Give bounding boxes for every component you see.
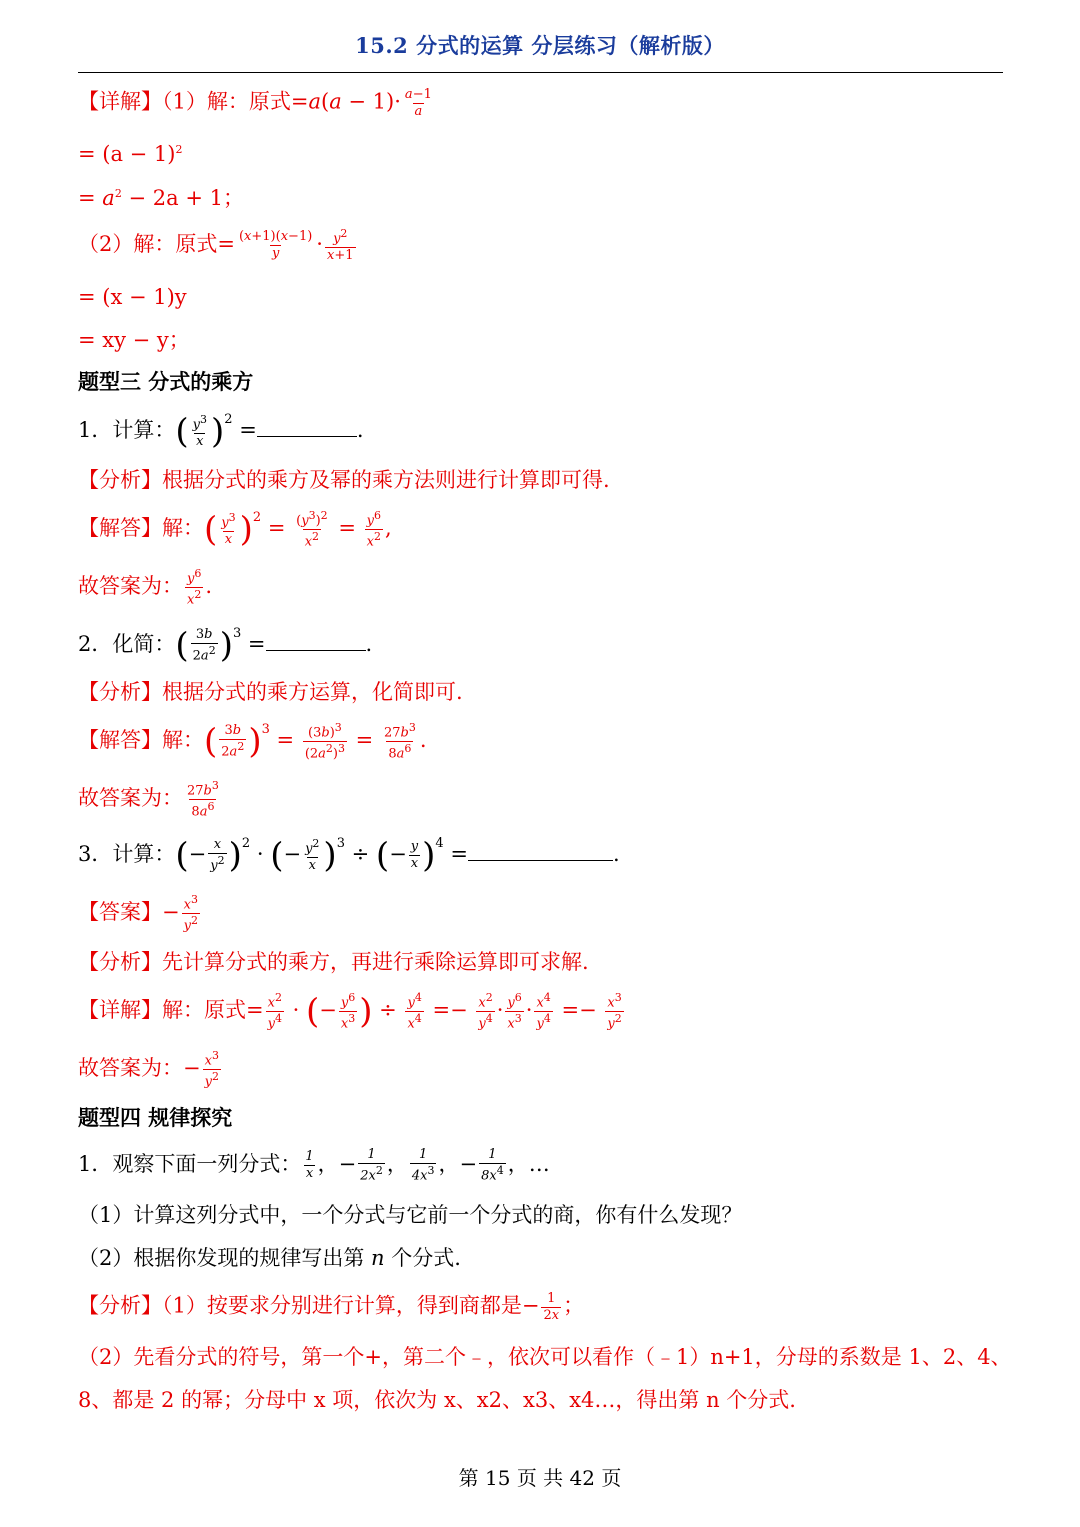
- pattern-question: 1．观察下面一列分式： $\frac{1}{x}$ ，− $\frac{1}{2x^2}$ ， $\frac{1}{4x^3}$ ，− $\frac{1}{8x^4}$ ，…: [78, 1147, 550, 1183]
- section-title: 题型四 规律探究: [78, 1105, 233, 1130]
- pattern-analysis-3: 8、都是 2 的幂；分母中 x 项，依次为 x、x2、x3、x4…，得出第 n 个分式.: [78, 1388, 796, 1412]
- question-1: 1．计算：( $\frac{y^3}{x}$ )$^2$ = .: [78, 411, 364, 452]
- answer-2: 【解答】解：( $\frac{3b}{2a^2}$ )$^3$ = $\frac{(3b)^3}{(2a^2)^3}$ = $\frac{27b^3}{8a^6}$ .: [78, 721, 427, 762]
- step-line: = (x − 1)y: [78, 285, 187, 309]
- detail-3: 【详解】解：原式= $\frac{x^2}{y^4}$ · (− $\frac{y^6}{x^3}$ ) ÷ $\frac{y^4}{x^4}$ =− $\frac{x^2}{y^4}$ · $\frac{y^6}{x^3}$ · $\frac{x^4}{y^4}$ =− $\frac{x^3}{y^2}$: [78, 991, 622, 1032]
- header-divider: [78, 72, 1003, 73]
- answer-3: 【答案】− $\frac{x^3}{y^2}$: [78, 893, 198, 934]
- detail-part1: 【详解】（1）解：原式=a(a − 1)· $\frac{a-1}{a}$: [78, 87, 432, 119]
- detail-tag: 【详解】: [78, 89, 162, 114]
- step-line: = $a^2 - 2a + 1$；: [78, 186, 244, 210]
- answer-1: 【解答】解：( $\frac{y^3}{x}$ )$^2$ = $\frac{(y^3)^2}{x^2}$ = $\frac{y^6}{x^2}$ ,: [78, 509, 392, 550]
- detail-text: （1）解：原式=: [162, 89, 309, 114]
- pattern-sub1: （1）计算这列分式中，一个分式与它前一个分式的商，你有什么发现？: [78, 1203, 743, 1227]
- page-header-title: 15.2 分式的运算 分层练习（解析版）: [355, 33, 725, 58]
- step-line: = $(a - 1)^2$: [78, 142, 183, 166]
- question-2: 2．化简：( $\frac{3b}{2a^2}$ )$^3$ = .: [78, 625, 373, 666]
- pattern-analysis-2: （2）先看分式的符号，第一个+，第二个﹣，依次可以看作（﹣1）n+1，分母的系数是 1、2、4、: [78, 1345, 1012, 1369]
- analysis-1: 【分析】根据分式的乘方及幂的乘方法则进行计算即可得.: [78, 468, 610, 492]
- analysis-3: 【分析】先计算分式的乘方，再进行乘除运算即可求解.: [78, 950, 589, 974]
- analysis-2: 【分析】根据分式的乘方运算，化简即可.: [78, 680, 463, 704]
- pattern-sub2: （2）根据你发现的规律写出第 n 个分式.: [78, 1246, 461, 1270]
- detail-part2: （2）解：原式= $\frac{(x+1)(x-1)}{y}$ · $\frac{y^2}{x+1}$: [78, 227, 354, 263]
- final-answer-1: 故答案为： $\frac{y^6}{x^2}$ .: [78, 567, 213, 608]
- fraction: $\frac{a-1}{a}$: [404, 87, 432, 119]
- page-footer: 第 15 页 共 42 页: [458, 1466, 622, 1490]
- step-line: = xy − y；: [78, 328, 190, 352]
- pattern-analysis: 【分析】（1）按要求分别进行计算，得到商都是− $\frac{1}{2x}$ ；: [78, 1291, 585, 1323]
- question-3: 3．计算：(− $\frac{x}{y^2}$ )$^2$ · (− $\frac{y^2}{x}$ )$^3$ ÷ (− $\frac{y}{x}$ )$^4$ = .: [78, 835, 620, 876]
- final-answer-3: 故答案为：− $\frac{x^3}{y^2}$: [78, 1049, 219, 1090]
- final-answer-2: 故答案为： $\frac{27b^3}{8a^6}$: [78, 779, 219, 820]
- section-title: 题型三 分式的乘方: [78, 369, 254, 394]
